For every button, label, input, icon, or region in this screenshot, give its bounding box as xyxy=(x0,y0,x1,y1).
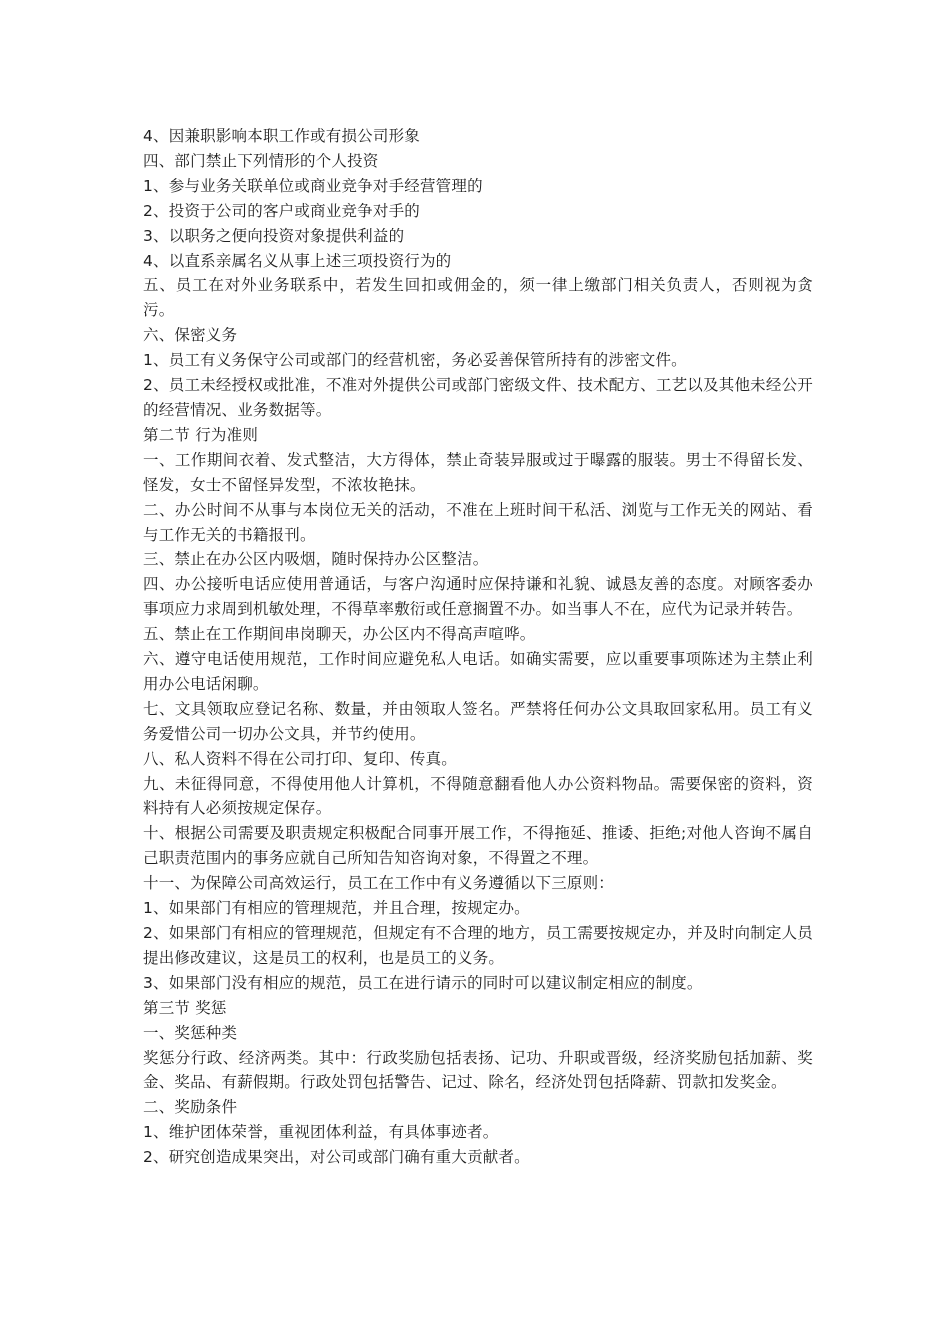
paragraph: 3、以职务之便向投资对象提供利益的 xyxy=(143,226,405,245)
paragraph: 2、投资于公司的客户或商业竞争对手的 xyxy=(143,201,420,220)
paragraph: 七、文具领取应登记名称、数量，并由领取人签名。严禁将任何办公文具取回家私用。员工有义务爱惜公司一切办公文具，并节约使用。 xyxy=(143,699,813,743)
paragraph: 2、员工未经授权或批准，不准对外提供公司或部门密级文件、技术配方、工艺以及其他未经公开的经营情况、业务数据等。 xyxy=(143,376,813,419)
paragraph: 十、根据公司需要及职责规定积极配合同事开展工作，不得拖延、推诿、拒绝;对他人咨询不属自己职责范围内的事务应就自己所知告知咨询对象，不得置之不理。 xyxy=(143,824,813,868)
section-heading: 四、部门禁止下列情形的个人投资 xyxy=(143,151,379,170)
paragraph: 1、员工有义务保守公司或部门的经营机密，务必妥善保管所持有的涉密文件。 xyxy=(143,351,687,370)
chapter-heading: 第二节 行为准则 xyxy=(143,425,259,444)
section-heading: 一、奖惩种类 xyxy=(143,1023,238,1042)
paragraph: 奖惩分行政、经济两类。其中：行政奖励包括表扬、记功、升职或晋级，经济奖励包括加薪、奖金、奖品、有薪假期。行政处罚包括警告、记过、除名，经济处罚包括降薪、罚款扣发奖金。 xyxy=(143,1048,813,1092)
paragraph: 1、如果部门有相应的管理规范，并且合理，按规定办。 xyxy=(143,899,530,918)
section-heading: 二、奖励条件 xyxy=(143,1098,238,1117)
document-body xyxy=(143,124,813,1170)
paragraph: 五、禁止在工作期间串岗聊天，办公区内不得高声喧哗。 xyxy=(143,625,536,644)
paragraph: 六、遵守电话使用规范，工作时间应避免私人电话。如确实需要，应以重要事项陈述为主禁止利用办公电话闲聊。 xyxy=(143,650,813,693)
paragraph: 1、维护团体荣誉，重视团体利益，有具体事迹者。 xyxy=(143,1123,499,1142)
paragraph: 2、如果部门有相应的管理规范，但规定有不合理的地方，员工需要按规定办，并及时向制定人员提出修改建议，这是员工的权利，也是员工的义务。 xyxy=(143,924,813,967)
paragraph: 4、因兼职影响本职工作或有损公司形象 xyxy=(143,127,420,145)
paragraph: 3、如果部门没有相应的规范，员工在进行请示的同时可以建议制定相应的制度。 xyxy=(143,973,703,992)
paragraph: 4、以直系亲属名义从事上述三项投资行为的 xyxy=(143,251,452,270)
paragraph: 1、参与业务关联单位或商业竞争对手经营管理的 xyxy=(143,176,483,195)
paragraph: 五、员工在对外业务联系中，若发生回扣或佣金的，须一律上缴部门相关负责人，否则视为贪污。 xyxy=(143,276,813,320)
paragraph: 三、禁止在办公区内吸烟，随时保持办公区整洁。 xyxy=(143,550,489,569)
paragraph: 二、办公时间不从事与本岗位无关的活动，不准在上班时间干私活、浏览与工作无关的网站、看与工作无关的书籍报刊。 xyxy=(143,500,813,544)
paragraph: 九、未征得同意，不得使用他人计算机，不得随意翻看他人办公资料物品。需要保密的资料，资料持有人必须按规定保存。 xyxy=(143,774,813,818)
paragraph: 八、私人资料不得在公司打印、复印、传真。 xyxy=(143,749,458,768)
paragraph: 四、办公接听电话应使用普通话，与客户沟通时应保持谦和礼貌、诚恳友善的态度。对顾客委办事项应力求周到机敏处理，不得草率敷衍或任意搁置不办。如当事人不在，应代为记录并转告。 xyxy=(143,575,813,619)
chapter-heading: 第三节 奖惩 xyxy=(143,998,227,1017)
section-heading: 六、保密义务 xyxy=(143,326,238,345)
paragraph: 2、研究创造成果突出，对公司或部门确有重大贡献者。 xyxy=(143,1148,530,1167)
paragraph: 十一、为保障公司高效运行，员工在工作中有义务遵循以下三原则： xyxy=(143,874,615,893)
paragraph: 一、工作期间衣着、发式整洁，大方得体，禁止奇装异服或过于曝露的服装。男士不得留长发、怪发，女士不留怪异发型，不浓妆艳抹。 xyxy=(143,450,813,494)
